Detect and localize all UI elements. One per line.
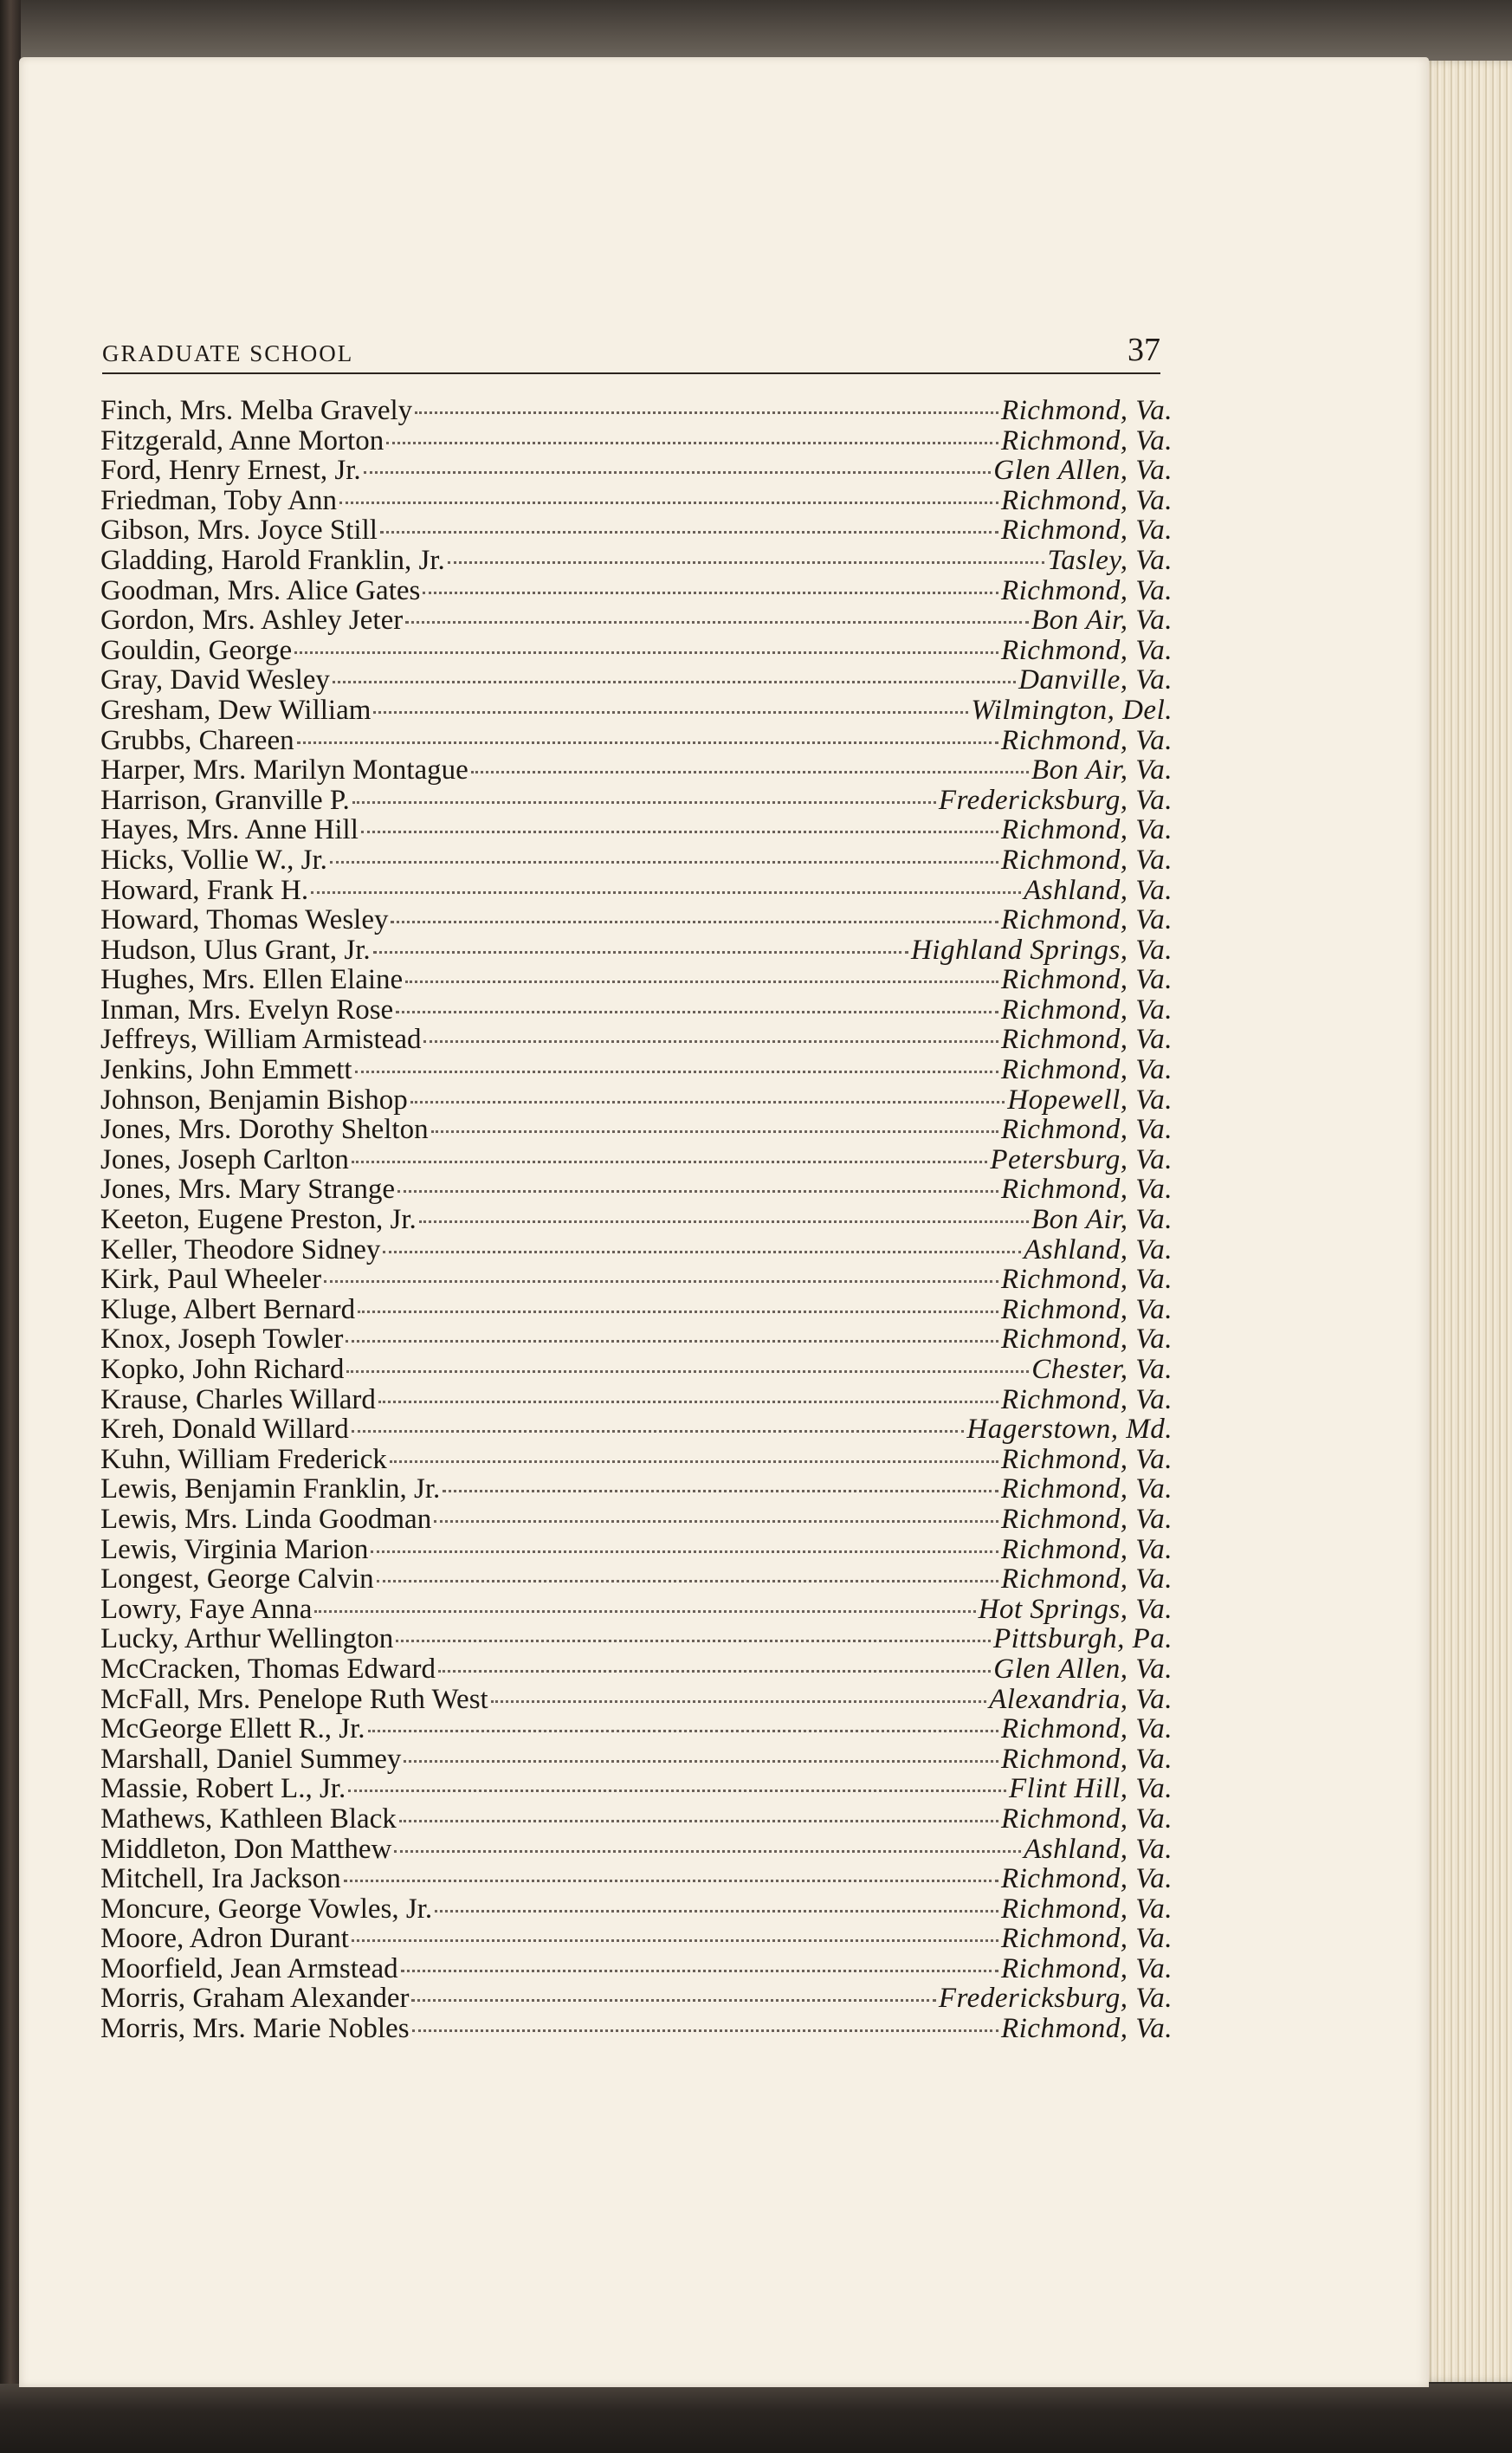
directory-list xyxy=(100,396,1173,2044)
section-title: GRADUATE SCHOOL xyxy=(102,340,354,366)
list-item xyxy=(100,786,1173,816)
entry-place: Fredericksburg, Va. xyxy=(938,784,1173,816)
entry-name: Krause, Charles Willard xyxy=(100,1383,376,1415)
entry-place: Flint Hill, Va. xyxy=(1009,1773,1173,1805)
list-item xyxy=(100,905,1173,935)
list-item xyxy=(100,605,1173,636)
list-item xyxy=(100,935,1173,966)
dot-leader xyxy=(419,1220,1029,1223)
entry-name: Gladding, Harold Franklin, Jr. xyxy=(100,544,445,576)
entry-name: Morris, Mrs. Marie Nobles xyxy=(100,2013,410,2045)
entry-place: Danville, Va. xyxy=(1018,664,1173,696)
dot-leader xyxy=(377,1580,998,1582)
dot-leader xyxy=(471,771,1029,773)
dot-leader xyxy=(411,1999,935,2002)
entry-place: Richmond, Va. xyxy=(1000,1952,1173,1984)
list-item xyxy=(100,1804,1173,1835)
entry-name: Keeton, Eugene Preston, Jr. xyxy=(100,1204,417,1236)
list-item xyxy=(100,1265,1173,1295)
dot-leader xyxy=(390,1460,998,1463)
dot-leader xyxy=(404,1760,998,1763)
entry-name: Gresham, Dew William xyxy=(100,694,372,726)
list-item xyxy=(100,755,1173,786)
entry-name: Knox, Joseph Towler xyxy=(100,1324,344,1356)
entry-name: Kuhn, William Frederick xyxy=(100,1443,387,1475)
list-item xyxy=(100,396,1173,426)
entry-name: Gordon, Mrs. Ashley Jeter xyxy=(100,605,404,637)
entry-name: Gray, David Wesley xyxy=(100,664,330,696)
entry-place: Richmond, Va. xyxy=(1000,634,1173,666)
entry-name: Jones, Joseph Carlton xyxy=(100,1143,349,1175)
entry-place: Glen Allen, Va. xyxy=(993,1653,1173,1685)
list-item xyxy=(100,1714,1173,1744)
list-item xyxy=(100,995,1173,1026)
page-number: 37 xyxy=(1128,332,1160,368)
dot-leader xyxy=(368,1730,998,1732)
dot-leader xyxy=(358,1311,998,1313)
entry-name: Moore, Adron Durant xyxy=(100,1923,349,1955)
list-item xyxy=(100,1864,1173,1894)
dot-leader xyxy=(352,1939,998,1942)
list-item xyxy=(100,2014,1173,2044)
list-item xyxy=(100,876,1173,906)
entry-name: Howard, Thomas Wesley xyxy=(100,904,389,936)
list-item xyxy=(100,1564,1173,1595)
list-item xyxy=(100,1685,1173,1715)
entry-name: Marshall, Daniel Summey xyxy=(100,1743,402,1775)
entry-place: Fredericksburg, Va. xyxy=(938,1983,1173,2015)
entry-place: Richmond, Va. xyxy=(1000,1863,1173,1895)
entry-place: Richmond, Va. xyxy=(1000,1473,1173,1505)
entry-place: Richmond, Va. xyxy=(1000,1324,1173,1356)
dot-leader xyxy=(346,1370,1029,1373)
entry-name: Hudson, Ulus Grant, Jr. xyxy=(100,934,371,966)
dot-leader xyxy=(344,1880,998,1882)
entry-name: McGeorge Ellett R., Jr. xyxy=(100,1713,365,1745)
dot-leader xyxy=(333,681,1016,683)
entry-place: Richmond, Va. xyxy=(1000,1713,1173,1745)
entry-place: Richmond, Va. xyxy=(1000,1533,1173,1565)
entry-name: Kirk, Paul Wheeler xyxy=(100,1264,322,1296)
dot-leader xyxy=(355,1071,998,1073)
entry-place: Richmond, Va. xyxy=(1000,993,1173,1026)
book-top-edge xyxy=(0,0,1512,61)
entry-name: Jenkins, John Emmett xyxy=(100,1054,352,1086)
entry-name: Kopko, John Richard xyxy=(100,1354,345,1385)
dot-leader xyxy=(378,1401,998,1403)
dot-leader xyxy=(405,621,1029,624)
list-item xyxy=(100,456,1173,486)
dot-leader xyxy=(380,531,998,534)
entry-name: Lowry, Faye Anna xyxy=(100,1593,313,1625)
list-item xyxy=(100,1055,1173,1085)
entry-name: Hicks, Vollie W., Jr. xyxy=(100,844,327,876)
list-item xyxy=(100,515,1173,546)
entry-place: Richmond, Va. xyxy=(1000,395,1173,426)
entry-place: Richmond, Va. xyxy=(1000,1024,1173,1056)
dot-leader xyxy=(412,2029,998,2032)
entry-place: Ashland, Va. xyxy=(1024,1833,1173,1865)
list-item xyxy=(100,1624,1173,1654)
dot-leader xyxy=(383,1251,1021,1253)
list-item xyxy=(100,1894,1173,1925)
list-item xyxy=(100,1085,1173,1116)
entry-name: Gibson, Mrs. Joyce Still xyxy=(100,515,378,547)
entry-name: Lewis, Mrs. Linda Goodman xyxy=(100,1503,432,1535)
entry-place: Hot Springs, Va. xyxy=(978,1593,1173,1625)
dot-leader xyxy=(348,1790,1006,1792)
list-item xyxy=(100,1774,1173,1804)
dot-leader xyxy=(448,561,1045,564)
entry-name: Lewis, Virginia Marion xyxy=(100,1533,369,1565)
entry-name: McCracken, Thomas Edward xyxy=(100,1653,436,1685)
list-item xyxy=(100,1324,1173,1355)
entry-name: Keller, Theodore Sidney xyxy=(100,1233,381,1265)
entry-place: Richmond, Va. xyxy=(1000,424,1173,456)
entry-place: Tasley, Va. xyxy=(1047,544,1173,576)
entry-name: Lewis, Benjamin Franklin, Jr. xyxy=(100,1473,441,1505)
entry-place: Glen Allen, Va. xyxy=(993,455,1173,487)
entry-place: Richmond, Va. xyxy=(1000,1383,1173,1415)
entry-name: Jones, Mrs. Dorothy Shelton xyxy=(100,1114,429,1146)
entry-name: Kreh, Donald Willard xyxy=(100,1414,349,1446)
list-item xyxy=(100,845,1173,876)
dot-leader xyxy=(361,831,998,833)
dot-leader xyxy=(386,442,998,444)
list-item xyxy=(100,696,1173,726)
dot-leader xyxy=(397,1190,998,1193)
dot-leader xyxy=(324,1280,998,1283)
list-item xyxy=(100,1835,1173,1865)
entry-place: Highland Springs, Va. xyxy=(910,934,1173,966)
dot-leader xyxy=(431,1130,998,1133)
dot-leader xyxy=(391,921,998,923)
book-page-edges xyxy=(1420,61,1512,2382)
dot-leader xyxy=(410,1101,1005,1104)
list-item xyxy=(100,576,1173,606)
entry-place: Richmond, Va. xyxy=(1000,844,1173,876)
entry-place: Richmond, Va. xyxy=(1000,574,1173,606)
dot-leader xyxy=(330,861,998,864)
entry-name: Massie, Robert L., Jr. xyxy=(100,1773,346,1805)
entry-place: Richmond, Va. xyxy=(1000,1114,1173,1146)
entry-name: Harper, Mrs. Marilyn Montague xyxy=(100,754,468,786)
list-item xyxy=(100,815,1173,845)
list-item xyxy=(100,665,1173,696)
dot-leader xyxy=(352,1161,987,1163)
entry-place: Richmond, Va. xyxy=(1000,964,1173,996)
entry-place: Richmond, Va. xyxy=(1000,1503,1173,1535)
dot-leader xyxy=(346,1340,998,1343)
list-item xyxy=(100,1535,1173,1565)
dot-leader xyxy=(373,711,968,714)
entry-place: Bon Air, Va. xyxy=(1031,1204,1173,1236)
entry-place: Richmond, Va. xyxy=(1000,484,1173,516)
dot-leader xyxy=(423,592,998,594)
entry-place: Alexandria, Va. xyxy=(989,1683,1173,1715)
entry-place: Richmond, Va. xyxy=(1000,1293,1173,1325)
entry-name: Jeffreys, William Armistead xyxy=(100,1024,422,1056)
entry-place: Richmond, Va. xyxy=(1000,515,1173,547)
entry-name: Grubbs, Chareen xyxy=(100,724,294,756)
list-item xyxy=(100,636,1173,666)
entry-name: Harrison, Granville P. xyxy=(100,784,350,816)
entry-name: Morris, Graham Alexander xyxy=(100,1983,410,2015)
dot-leader xyxy=(396,1640,991,1642)
entry-name: Middleton, Don Matthew xyxy=(100,1833,392,1865)
dot-leader xyxy=(415,411,998,414)
list-item xyxy=(100,1205,1173,1235)
entry-place: Ashland, Va. xyxy=(1024,874,1173,906)
list-item xyxy=(100,1145,1173,1175)
entry-name: Finch, Mrs. Melba Gravely xyxy=(100,395,413,426)
entry-name: Moncure, George Vowles, Jr. xyxy=(100,1893,433,1925)
list-item xyxy=(100,486,1173,516)
entry-place: Richmond, Va. xyxy=(1000,1054,1173,1086)
dot-leader xyxy=(314,1610,975,1613)
dot-leader xyxy=(405,981,998,983)
dot-leader xyxy=(396,1011,998,1013)
entry-place: Richmond, Va. xyxy=(1000,724,1173,756)
entry-place: Hagerstown, Md. xyxy=(966,1414,1173,1446)
entry-place: Wilmington, Del. xyxy=(971,694,1173,726)
entry-place: Richmond, Va. xyxy=(1000,1743,1173,1775)
list-item xyxy=(100,1025,1173,1055)
entry-place: Ashland, Va. xyxy=(1024,1233,1173,1265)
entry-place: Petersburg, Va. xyxy=(990,1143,1173,1175)
entry-place: Richmond, Va. xyxy=(1000,1803,1173,1835)
dot-leader xyxy=(401,1970,998,1972)
entry-name: Goodman, Mrs. Alice Gates xyxy=(100,574,421,606)
entry-name: Ford, Henry Ernest, Jr. xyxy=(100,455,361,487)
dot-leader xyxy=(491,1700,986,1703)
dot-leader xyxy=(394,1850,1021,1853)
list-item xyxy=(100,1984,1173,2014)
entry-name: Mathews, Kathleen Black xyxy=(100,1803,397,1835)
entry-place: Richmond, Va. xyxy=(1000,1174,1173,1206)
entry-place: Richmond, Va. xyxy=(1000,1443,1173,1475)
dot-leader xyxy=(423,1040,998,1043)
entry-name: Jones, Mrs. Mary Strange xyxy=(100,1174,396,1206)
entry-place: Hopewell, Va. xyxy=(1007,1084,1173,1116)
entry-name: Mitchell, Ira Jackson xyxy=(100,1863,341,1895)
dot-leader xyxy=(352,1430,965,1433)
list-item xyxy=(100,1954,1173,1984)
entry-name: Kluge, Albert Bernard xyxy=(100,1293,356,1325)
entry-name: Longest, George Calvin xyxy=(100,1563,374,1595)
dot-leader xyxy=(294,651,998,654)
list-item xyxy=(100,726,1173,756)
entry-name: Fitzgerald, Anne Morton xyxy=(100,424,384,456)
list-item xyxy=(100,1235,1173,1265)
entry-place: Richmond, Va. xyxy=(1000,1264,1173,1296)
entry-place: Chester, Va. xyxy=(1031,1354,1173,1385)
entry-place: Pittsburgh, Pa. xyxy=(992,1623,1173,1655)
dot-leader xyxy=(311,891,1021,894)
list-item xyxy=(100,1445,1173,1475)
entry-name: Hughes, Mrs. Ellen Elaine xyxy=(100,964,404,996)
dot-leader xyxy=(438,1670,991,1673)
entry-place: Bon Air, Va. xyxy=(1031,754,1173,786)
dot-leader xyxy=(443,1490,998,1492)
list-item xyxy=(100,1385,1173,1415)
entry-name: Moorfield, Jean Armstead xyxy=(100,1952,398,1984)
entry-place: Richmond, Va. xyxy=(1000,904,1173,936)
list-item xyxy=(100,1115,1173,1145)
list-item xyxy=(100,1175,1173,1205)
list-item xyxy=(100,1474,1173,1505)
list-item xyxy=(100,1505,1173,1535)
running-head xyxy=(102,333,1160,374)
entry-name: Howard, Frank H. xyxy=(100,874,309,906)
list-item xyxy=(100,1414,1173,1445)
list-item xyxy=(100,1595,1173,1625)
entry-place: Bon Air, Va. xyxy=(1031,605,1173,637)
book-bottom-edge xyxy=(0,2384,1512,2453)
list-item xyxy=(100,546,1173,576)
dot-leader xyxy=(352,801,936,804)
list-item xyxy=(100,965,1173,995)
entry-name: Gouldin, George xyxy=(100,634,293,666)
list-item xyxy=(100,1355,1173,1385)
entry-place: Richmond, Va. xyxy=(1000,814,1173,846)
entry-name: McFall, Mrs. Penelope Ruth West xyxy=(100,1683,488,1715)
dot-leader xyxy=(434,1520,998,1523)
entry-place: Richmond, Va. xyxy=(1000,1563,1173,1595)
list-item xyxy=(100,1744,1173,1775)
entry-name: Inman, Mrs. Evelyn Rose xyxy=(100,993,394,1026)
entry-name: Lucky, Arthur Wellington xyxy=(100,1623,394,1655)
dot-leader xyxy=(297,741,998,744)
entry-place: Richmond, Va. xyxy=(1000,2013,1173,2045)
entry-name: Johnson, Benjamin Bishop xyxy=(100,1084,408,1116)
entry-place: Richmond, Va. xyxy=(1000,1923,1173,1955)
dot-leader xyxy=(339,502,998,504)
dot-leader xyxy=(371,1550,998,1553)
list-item xyxy=(100,1295,1173,1325)
list-item xyxy=(100,1654,1173,1685)
list-item xyxy=(100,1924,1173,1954)
dot-leader xyxy=(364,471,992,474)
list-item xyxy=(100,426,1173,456)
entry-name: Friedman, Toby Ann xyxy=(100,484,337,516)
entry-name: Hayes, Mrs. Anne Hill xyxy=(100,814,359,846)
dot-leader xyxy=(373,951,908,954)
dot-leader xyxy=(435,1910,998,1913)
dot-leader xyxy=(399,1820,998,1822)
entry-place: Richmond, Va. xyxy=(1000,1893,1173,1925)
book-spine xyxy=(0,0,21,2453)
